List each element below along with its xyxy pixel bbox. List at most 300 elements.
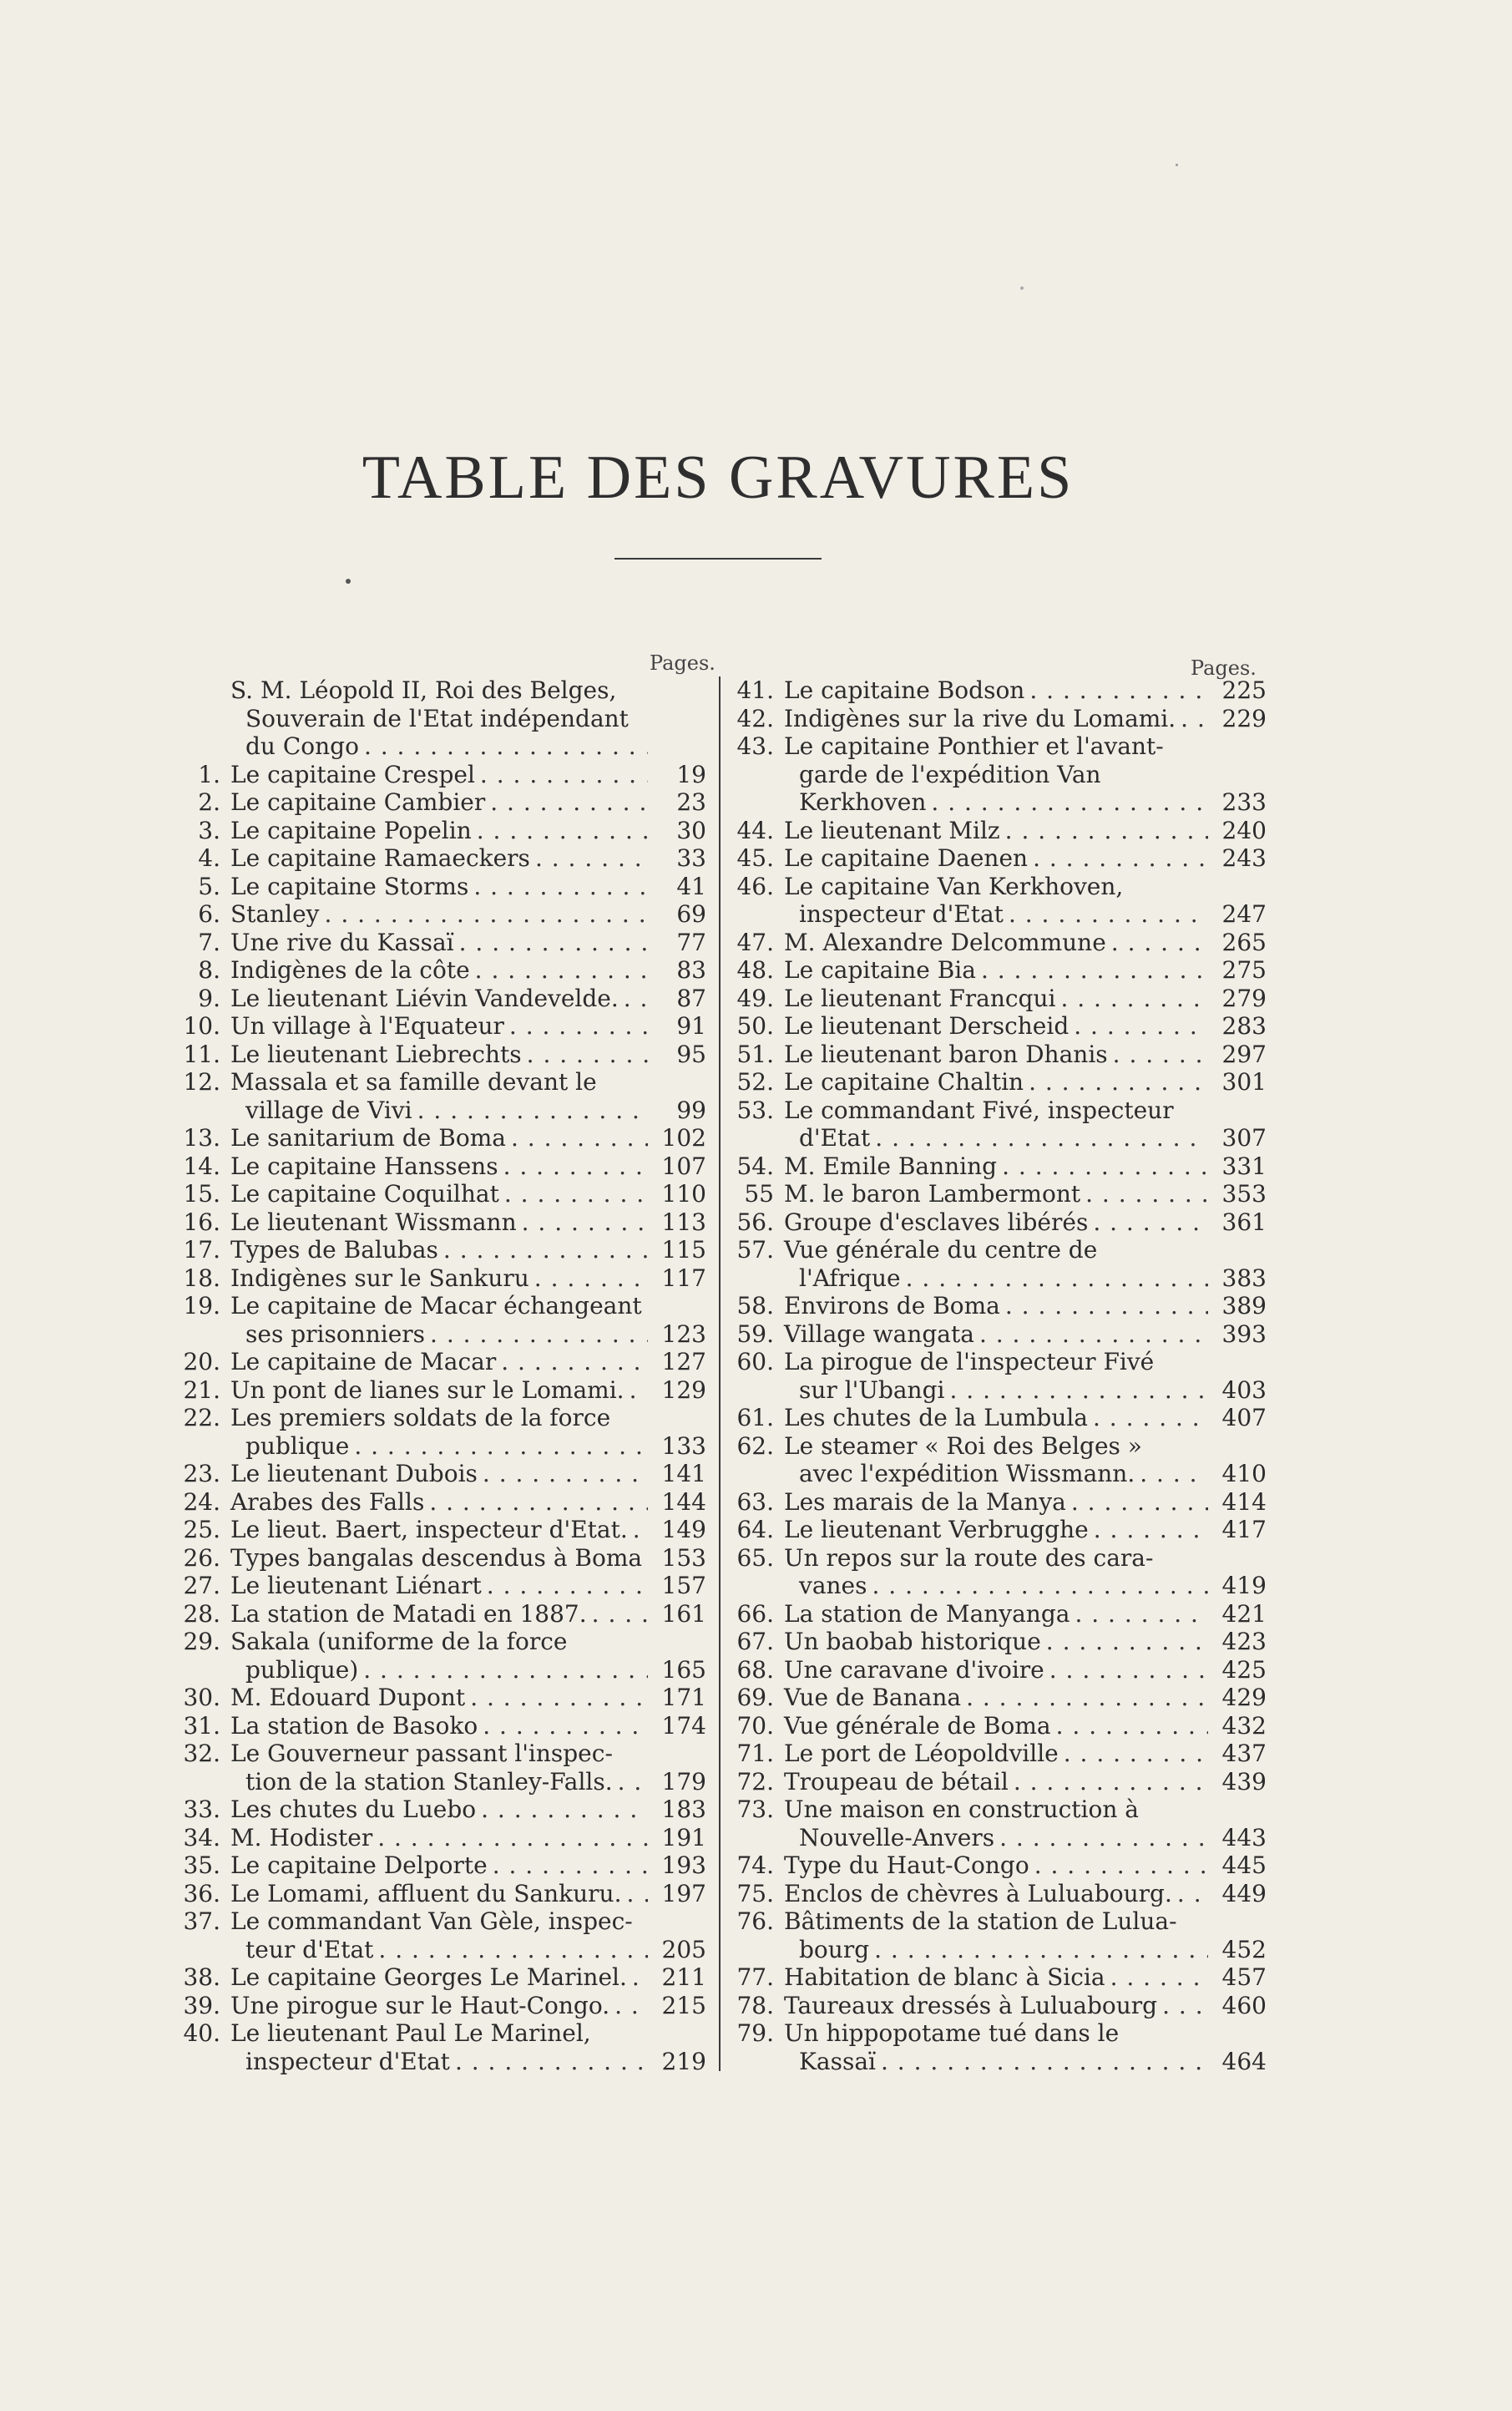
toc-entry xyxy=(175,1712,706,1740)
toc-entry xyxy=(729,1907,1267,1963)
leader-dots xyxy=(1066,1488,1208,1517)
toc-entry xyxy=(729,844,1267,873)
entry-number: 15. xyxy=(183,1180,220,1208)
toc-entry xyxy=(729,1963,1267,1992)
page-number: 165 xyxy=(661,1655,706,1684)
ink-speck xyxy=(1020,286,1024,290)
leader-dots xyxy=(1059,1740,1208,1768)
page-number: 197 xyxy=(661,1879,706,1907)
toc-entry xyxy=(729,1851,1267,1880)
page-number: 449 xyxy=(1221,1879,1267,1907)
toc-entry xyxy=(175,788,706,817)
leader-dots xyxy=(619,985,648,1013)
entry-title-line: Indigènes sur le Sankuru xyxy=(230,1264,529,1292)
toc-entry xyxy=(729,1236,1267,1292)
entry-title-line: Un repos sur la route des cara- xyxy=(784,1543,1154,1572)
toc-entry xyxy=(729,1012,1267,1041)
entry-title-line: Bâtiments de la station de Lulua- xyxy=(784,1907,1177,1935)
entry-title-line: Un hippopotame tué dans le xyxy=(784,2019,1120,2047)
page-number: 171 xyxy=(661,1684,706,1711)
leader-dots xyxy=(529,1264,648,1293)
leader-dots xyxy=(472,817,648,845)
entry-number: 52. xyxy=(736,1068,774,1096)
leader-dots xyxy=(1009,1768,1208,1796)
leader-dots xyxy=(475,761,648,789)
entry-title-line: garde de l'expédition Van xyxy=(799,760,1101,788)
toc-entry xyxy=(175,956,706,985)
leader-dots xyxy=(1024,676,1208,705)
page-number: 425 xyxy=(1221,1655,1267,1684)
page-number: 183 xyxy=(661,1796,706,1823)
entry-title-line: Arabes des Falls xyxy=(230,1487,425,1516)
leader-dots xyxy=(613,1768,648,1796)
entry-title-line: La station de Matadi en 1887. xyxy=(230,1599,587,1628)
leader-dots xyxy=(876,2048,1208,2076)
entry-number: 6. xyxy=(198,900,220,928)
page-number: 69 xyxy=(676,900,706,928)
entry-title-line: Type du Haut-Congo xyxy=(784,1851,1029,1879)
leader-dots xyxy=(1028,844,1208,873)
entry-number: 30. xyxy=(183,1684,220,1711)
entry-number: 64. xyxy=(736,1516,774,1543)
entry-number: 42. xyxy=(736,704,774,732)
leader-dots xyxy=(1000,1292,1208,1320)
toc-entry xyxy=(175,985,706,1013)
entry-title-line: Le lieutenant Dubois xyxy=(230,1460,478,1487)
entry-title-line: S. M. Léopold II, Roi des Belges, xyxy=(230,676,617,704)
entry-title-line: inspecteur d'Etat xyxy=(799,900,1004,928)
page-number: 421 xyxy=(1221,1599,1267,1628)
toc-entry xyxy=(729,1488,1267,1517)
page-number: 452 xyxy=(1221,1935,1267,1963)
entry-number: 55 xyxy=(744,1180,774,1208)
leader-dots xyxy=(1176,705,1208,733)
toc-entry xyxy=(175,2019,706,2075)
toc-entry xyxy=(729,1068,1267,1097)
entry-title-line: Le lieutenant Derscheid xyxy=(784,1012,1070,1040)
entry-title-line: Le lieut. Baert, inspecteur d'Etat. xyxy=(230,1516,628,1543)
leader-dots xyxy=(465,1684,648,1712)
entry-number: 77. xyxy=(736,1963,774,1991)
entry-number: 44. xyxy=(736,816,774,844)
entry-title-line: Le capitaine Ramaeckers xyxy=(230,844,530,872)
page-number: 361 xyxy=(1221,1208,1267,1236)
leader-dots xyxy=(412,1097,648,1125)
page-number: 30 xyxy=(676,816,706,844)
entry-title-line: Le lieutenant Liebrechts xyxy=(230,1040,522,1068)
page-number: 283 xyxy=(1221,1012,1267,1040)
entry-title-line: M. Emile Banning xyxy=(784,1152,998,1180)
leader-dots xyxy=(1070,1600,1208,1628)
entry-title-line: Le lieutenant Paul Le Marinel, xyxy=(230,2019,591,2047)
page-number: 99 xyxy=(676,1096,706,1124)
page-number: 191 xyxy=(661,1823,706,1851)
entry-title-line: Le lieutenant Milz xyxy=(784,816,1000,844)
page-number: 157 xyxy=(661,1572,706,1599)
leader-dots xyxy=(1000,817,1208,845)
entry-number: 28. xyxy=(183,1599,220,1628)
toc-entry xyxy=(729,676,1267,705)
entry-title-line: Le capitaine Bia xyxy=(784,956,976,984)
entry-number: 76. xyxy=(736,1907,774,1935)
toc-entry xyxy=(175,1180,706,1208)
entry-title-line: Une maison en construction à xyxy=(784,1796,1139,1823)
page-number: 110 xyxy=(661,1180,706,1208)
leader-dots xyxy=(482,1572,648,1600)
page-number: 115 xyxy=(661,1236,706,1264)
toc-entry xyxy=(729,1404,1267,1432)
entry-title-line: M. Alexandre Delcommune xyxy=(784,928,1106,956)
leader-dots xyxy=(320,900,648,929)
page-number: 219 xyxy=(661,2047,706,2075)
leader-dots xyxy=(926,788,1208,817)
toc-entry xyxy=(175,1824,706,1852)
leader-dots xyxy=(1055,985,1208,1013)
leader-dots xyxy=(1041,1628,1208,1656)
ink-speck xyxy=(1176,164,1178,166)
page-number: 129 xyxy=(661,1375,706,1404)
page-number: 247 xyxy=(1221,900,1267,928)
page-number: 193 xyxy=(661,1851,706,1879)
page-number: 423 xyxy=(1221,1628,1267,1655)
leader-dots xyxy=(1108,1041,1208,1069)
page-number: 33 xyxy=(676,844,706,872)
entry-title-line: Nouvelle-Anvers xyxy=(799,1823,995,1851)
entry-number: 2. xyxy=(198,788,220,816)
entry-title-line: Le commandant Van Gèle, inspec- xyxy=(230,1907,633,1935)
entry-number: 72. xyxy=(736,1767,774,1796)
toc-entry xyxy=(175,873,706,901)
toc-entry xyxy=(729,1348,1267,1404)
toc-entry xyxy=(729,985,1267,1013)
toc-entry xyxy=(729,1712,1267,1740)
page-number: 215 xyxy=(661,1991,706,2019)
entry-number xyxy=(175,676,230,761)
leader-dots xyxy=(974,1320,1208,1349)
leader-dots xyxy=(372,1824,648,1852)
entry-number: 32. xyxy=(183,1740,220,1767)
toc-entry xyxy=(729,1292,1267,1320)
leader-dots xyxy=(944,1376,1208,1405)
entry-title-line: La pirogue de l'inspecteur Fivé xyxy=(784,1348,1155,1375)
leader-dots xyxy=(438,1236,648,1264)
entry-number: 31. xyxy=(183,1711,220,1740)
page-number: 307 xyxy=(1221,1124,1267,1152)
toc-entry xyxy=(175,1404,706,1460)
leader-dots xyxy=(424,1488,648,1517)
toc-entry xyxy=(729,1320,1267,1349)
entry-title-line: tion de la station Stanley-Falls. xyxy=(245,1767,613,1796)
page-number: 460 xyxy=(1221,1991,1267,2019)
entry-title-line: Les chutes du Luebo xyxy=(230,1796,477,1823)
entry-title-line: Le Gouverneur passant l'inspec- xyxy=(230,1740,613,1767)
leader-dots xyxy=(454,929,648,957)
entry-title-line: avec l'expédition Wissmann. xyxy=(799,1460,1135,1487)
entry-title-line: Le capitaine Bodson xyxy=(784,676,1025,704)
entry-number: 8. xyxy=(198,956,220,984)
entry-title-line: sur l'Ubangi xyxy=(799,1375,945,1404)
entry-title-line: publique xyxy=(245,1431,350,1460)
toc-entry xyxy=(729,732,1267,817)
entry-title-line: M. Hodister xyxy=(230,1823,373,1851)
leader-dots xyxy=(470,956,648,985)
entry-number: 62. xyxy=(736,1431,774,1460)
page-number: 149 xyxy=(661,1516,706,1543)
leader-dots xyxy=(1088,1404,1208,1432)
entry-title-line: Habitation de blanc à Sicia xyxy=(784,1963,1105,1991)
entry-title-line: d'Etat xyxy=(799,1124,871,1152)
toc-entry xyxy=(175,1740,706,1796)
toc-entry xyxy=(729,1656,1267,1684)
entry-number: 60. xyxy=(736,1348,774,1375)
page-number: 117 xyxy=(661,1264,706,1292)
toc-entry xyxy=(175,1348,706,1376)
entry-number: 4. xyxy=(198,844,220,872)
page-number: 211 xyxy=(661,1963,706,1991)
toc-entry xyxy=(175,900,706,929)
page-number: 102 xyxy=(661,1124,706,1152)
toc-entry xyxy=(175,1068,706,1124)
page-number: 153 xyxy=(661,1543,706,1572)
page-number: 229 xyxy=(1221,704,1267,732)
page-number: 419 xyxy=(1221,1572,1267,1599)
entry-number: 73. xyxy=(736,1796,774,1823)
toc-entry xyxy=(175,817,706,845)
toc-entry xyxy=(175,929,706,957)
entry-number: 50. xyxy=(736,1012,774,1040)
page-number: 83 xyxy=(676,956,706,984)
toc-entry xyxy=(175,1992,706,2020)
entry-number: 24. xyxy=(183,1487,220,1516)
toc-entry xyxy=(729,873,1267,929)
entry-title-line: Un baobab historique xyxy=(784,1628,1041,1655)
page-number: 403 xyxy=(1221,1375,1267,1404)
left-column xyxy=(175,676,706,2075)
entry-number: 74. xyxy=(736,1851,774,1879)
toc-entry xyxy=(175,1264,706,1293)
leader-dots xyxy=(1135,1460,1208,1488)
toc-entry xyxy=(729,1041,1267,1069)
entry-number: 66. xyxy=(736,1599,774,1628)
entry-title-line: Un pont de lianes sur le Lomami. xyxy=(230,1375,625,1404)
entry-title-line: Le capitaine Chaltin xyxy=(784,1068,1024,1096)
entry-title-line: Le lieutenant Francqui xyxy=(784,984,1056,1012)
entry-title-line: l'Afrique xyxy=(799,1264,901,1292)
page-number: 353 xyxy=(1221,1180,1267,1208)
pages-header-right: Pages. xyxy=(1191,656,1257,680)
toc-entry xyxy=(175,844,706,873)
toc-entry xyxy=(175,1292,706,1348)
entry-number: 23. xyxy=(183,1460,220,1487)
leader-dots xyxy=(1029,1851,1208,1880)
leader-dots xyxy=(961,1684,1208,1712)
entry-title-line: Types bangalas descendus à Boma xyxy=(230,1543,643,1572)
toc-entry xyxy=(729,1516,1267,1544)
page-number: 144 xyxy=(661,1487,706,1516)
entry-title-line: Le capitaine Cambier xyxy=(230,788,486,816)
entry-title-line: Kerkhoven xyxy=(799,788,927,816)
page-number: 174 xyxy=(661,1711,706,1740)
toc-entry xyxy=(175,1041,706,1069)
toc-entry xyxy=(175,1600,706,1628)
leader-dots xyxy=(621,1880,648,1908)
entry-title-line: Environs de Boma xyxy=(784,1292,1000,1319)
leader-dots xyxy=(1051,1712,1208,1740)
entry-number: 51. xyxy=(736,1040,774,1068)
entry-number: 16. xyxy=(183,1208,220,1236)
toc-entry xyxy=(175,1963,706,1992)
leader-dots xyxy=(870,1124,1208,1152)
entry-title-line: Groupe d'esclaves libérés xyxy=(784,1208,1089,1236)
page-number: 389 xyxy=(1221,1292,1267,1319)
page-number: 443 xyxy=(1221,1823,1267,1851)
leader-dots xyxy=(499,1180,648,1208)
entry-title-line: La station de Manyanga xyxy=(784,1599,1070,1628)
entry-title-line: Le Lomami, affluent du Sankuru. xyxy=(230,1879,622,1907)
entry-title-line: Sakala (uniforme de la force xyxy=(230,1628,568,1655)
entry-title-line: Le capitaine Georges Le Marinel. xyxy=(230,1963,627,1991)
entry-number: 75. xyxy=(736,1879,774,1907)
toc-entry xyxy=(729,1097,1267,1152)
page-number: 432 xyxy=(1221,1711,1267,1740)
toc-entry xyxy=(175,1376,706,1405)
page-number: 95 xyxy=(676,1040,706,1068)
entry-number: 61. xyxy=(736,1404,774,1431)
page-number: 439 xyxy=(1221,1767,1267,1796)
entry-title-line: Souverain de l'Etat indépendant xyxy=(245,704,629,732)
page-number: 41 xyxy=(676,872,706,900)
entry-number: 40. xyxy=(183,2019,220,2047)
page-number: 233 xyxy=(1221,788,1267,816)
page-number: 243 xyxy=(1221,844,1267,872)
leader-dots xyxy=(994,1824,1208,1852)
entry-number: 10. xyxy=(183,1012,220,1040)
entry-number: 35. xyxy=(183,1851,220,1879)
page-number: 123 xyxy=(661,1319,706,1348)
entry-title-line: Le port de Léopoldville xyxy=(784,1740,1059,1767)
toc-entry xyxy=(175,1124,706,1152)
entry-number: 68. xyxy=(736,1655,774,1684)
entry-title-line: Taureaux dressés à Luluabourg xyxy=(784,1991,1158,2019)
toc-entry xyxy=(729,1740,1267,1768)
entry-number: 29. xyxy=(183,1628,220,1655)
leader-dots xyxy=(1089,1516,1208,1544)
entry-number: 78. xyxy=(736,1991,774,2019)
ink-speck xyxy=(346,579,351,584)
entry-number: 71. xyxy=(736,1740,774,1767)
page-number: 414 xyxy=(1221,1487,1267,1516)
toc-entry xyxy=(175,1488,706,1517)
toc-entry xyxy=(729,929,1267,957)
entry-title-line: Vue de Banana xyxy=(784,1684,962,1711)
entry-number: 45. xyxy=(736,844,774,872)
entry-title-line: Le capitaine Coquilhat xyxy=(230,1180,499,1208)
toc-entry xyxy=(175,1208,706,1237)
right-column xyxy=(729,676,1267,2075)
entry-title-line: village de Vivi xyxy=(245,1096,412,1124)
entry-number: 11. xyxy=(183,1040,220,1068)
toc-entry xyxy=(175,1236,706,1264)
entry-number: 67. xyxy=(736,1628,774,1655)
leader-dots xyxy=(478,1460,648,1488)
entry-title-line: Le capitaine Daenen xyxy=(784,844,1029,872)
leader-dots xyxy=(468,873,648,901)
toc-entry xyxy=(175,1152,706,1181)
title-rule xyxy=(614,558,822,560)
page-number: 107 xyxy=(661,1152,706,1180)
leader-dots xyxy=(997,1152,1208,1181)
entry-title-line: Le capitaine Storms xyxy=(230,872,469,900)
entry-number: 48. xyxy=(736,956,774,984)
leader-dots xyxy=(425,1320,648,1349)
page-number: 464 xyxy=(1221,2047,1267,2075)
entry-title-line: Le commandant Fivé, inspecteur xyxy=(784,1096,1174,1124)
toc-entry xyxy=(729,1180,1267,1208)
entry-title-line: Les chutes de la Lumbula xyxy=(784,1404,1088,1431)
toc-entry xyxy=(729,956,1267,985)
entry-number: 47. xyxy=(736,928,774,956)
entry-number: 57. xyxy=(736,1236,774,1264)
entry-number: 14. xyxy=(183,1152,220,1180)
page-number: 225 xyxy=(1221,676,1267,704)
leader-dots xyxy=(506,1124,648,1152)
page-number: 407 xyxy=(1221,1404,1267,1431)
entry-number: 37. xyxy=(183,1907,220,1935)
entry-number: 63. xyxy=(736,1487,774,1516)
entry-number: 53. xyxy=(736,1096,774,1124)
entry-title-line: M. Edouard Dupont xyxy=(230,1684,466,1711)
toc-entry xyxy=(729,1796,1267,1851)
entry-number: 38. xyxy=(183,1963,220,1991)
leader-dots xyxy=(358,1656,648,1684)
entry-number: 58. xyxy=(736,1292,774,1319)
entry-title-line: Village wangata xyxy=(784,1319,974,1348)
toc-entry xyxy=(729,1208,1267,1237)
page-number: 113 xyxy=(661,1208,706,1236)
page-number: 240 xyxy=(1221,816,1267,844)
toc-entry xyxy=(729,1880,1267,1908)
toc-entry xyxy=(175,1628,706,1684)
entry-number: 70. xyxy=(736,1711,774,1740)
leader-dots xyxy=(359,732,648,761)
entry-number: 46. xyxy=(736,872,774,900)
entry-number: 43. xyxy=(736,732,774,760)
entry-title-line: Le steamer « Roi des Belges » xyxy=(784,1431,1142,1460)
entry-title-line: Une pirogue sur le Haut-Congo. xyxy=(230,1991,610,2019)
leader-dots xyxy=(1080,1180,1208,1208)
entry-number: 19. xyxy=(183,1292,220,1319)
entry-number: 41. xyxy=(736,676,774,704)
entry-number: 34. xyxy=(183,1823,220,1851)
toc-entry xyxy=(175,1460,706,1488)
leader-dots xyxy=(1105,1963,1208,1992)
entry-number: 7. xyxy=(198,928,220,956)
page-number: 179 xyxy=(661,1767,706,1796)
entry-number: 20. xyxy=(183,1348,220,1375)
page-number: 410 xyxy=(1221,1460,1267,1487)
page-number: 77 xyxy=(676,928,706,956)
entry-title-line: Une rive du Kassaï xyxy=(230,928,454,956)
entry-number: 54. xyxy=(736,1152,774,1180)
entry-title-line: Le capitaine Delporte xyxy=(230,1851,488,1879)
pages-header-left: Pages. xyxy=(650,651,716,675)
leader-dots xyxy=(642,1544,648,1573)
entry-number: 26. xyxy=(183,1543,220,1572)
toc-entry xyxy=(175,676,706,761)
toc-entry xyxy=(175,1880,706,1908)
entry-title-line: Vue générale du centre de xyxy=(784,1236,1098,1264)
toc-entry xyxy=(729,1768,1267,1796)
